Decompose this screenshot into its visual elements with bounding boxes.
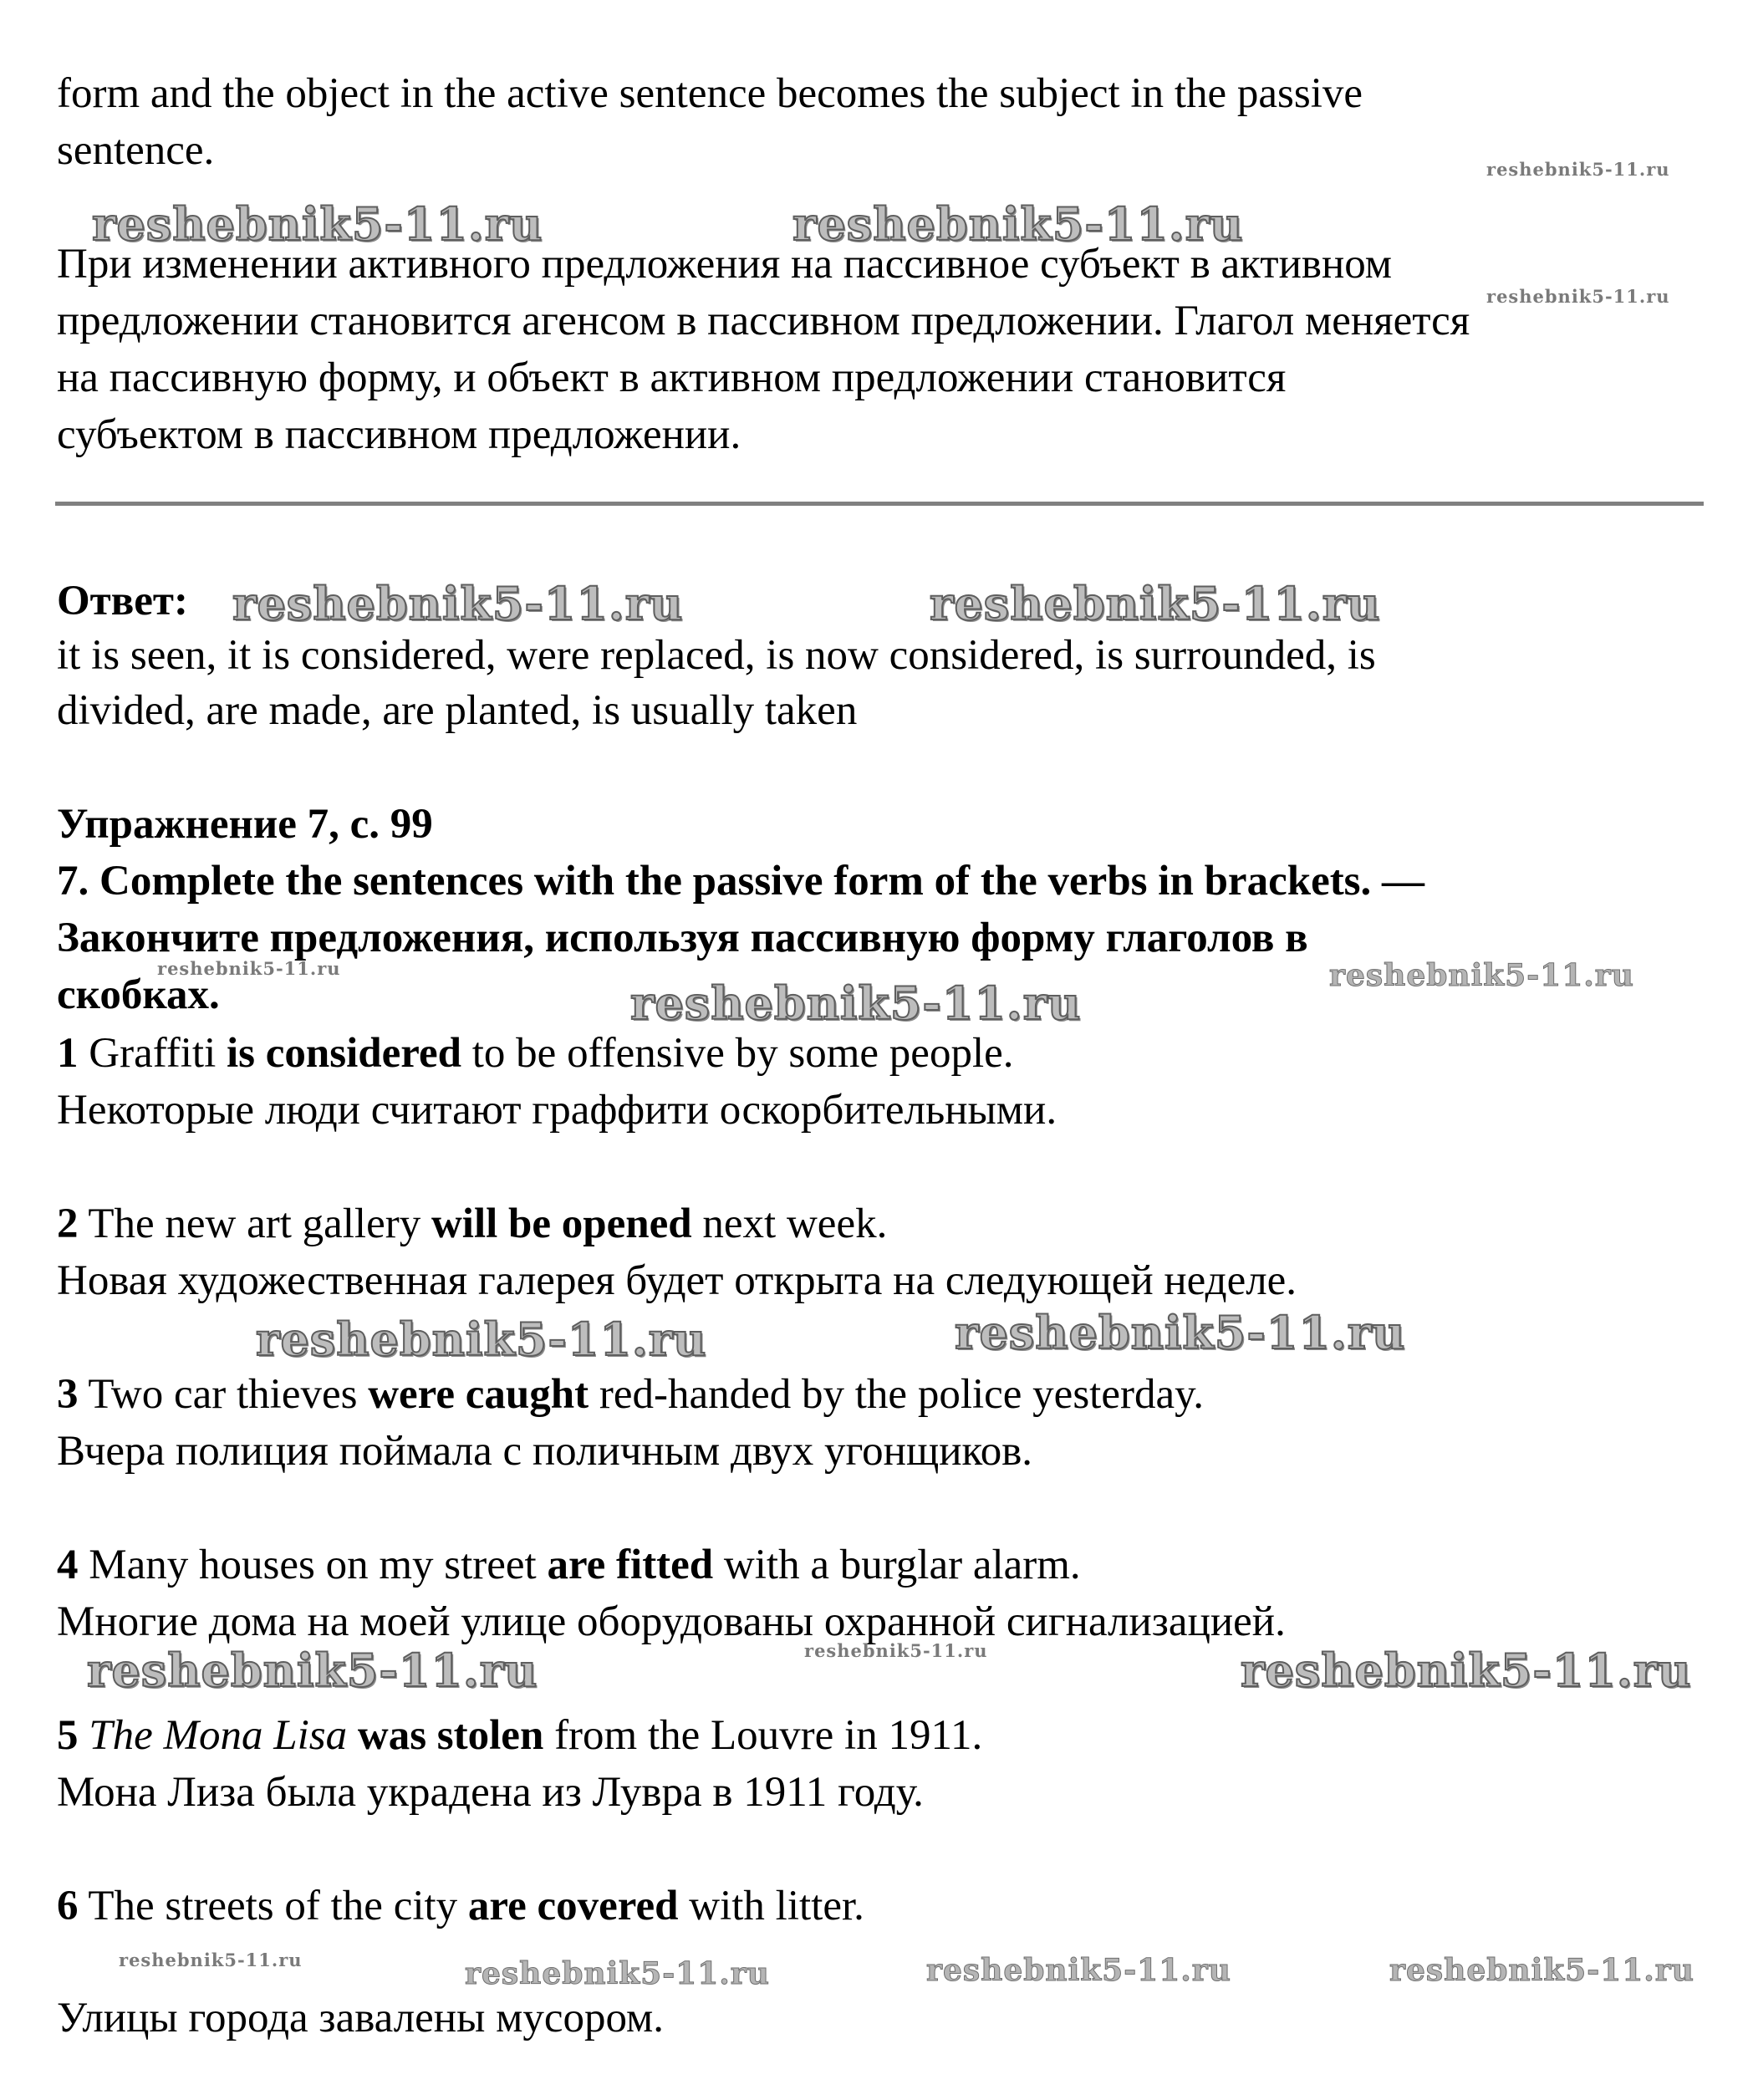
item-4-ru: Многие дома на моей улице оборудованы охранной сигнализацией. — [57, 1598, 1286, 1645]
item-number: 4 — [57, 1542, 79, 1588]
intro-en-line-2: sentence. — [57, 127, 215, 174]
item-italic-title: The Mona Lisa — [89, 1712, 348, 1759]
intro-ru-line-2: предложении становится агенсом в пассивном предложении. Глагол меняется — [57, 298, 1470, 344]
intro-ru-line-4: субъектом в пассивном предложении. — [57, 411, 741, 458]
watermark-logo: reshebnik5-11.ru — [1486, 286, 1670, 307]
watermark-logo: reshebnik5-11.ru — [232, 577, 684, 630]
item-1-ru: Некоторые люди считают граффити оскорбительными. — [57, 1087, 1057, 1134]
item-6-ru: Улицы города завалены мусором. — [57, 1995, 665, 2041]
item-number: 6 — [57, 1883, 79, 1929]
section-divider — [55, 502, 1704, 506]
item-number: 5 — [57, 1712, 79, 1759]
watermark-logo: reshebnik5-11.ru — [955, 1306, 1406, 1359]
item-text: next week. — [691, 1200, 888, 1247]
item-text: Two car thieves — [78, 1371, 369, 1418]
item-text: The new art gallery — [78, 1200, 431, 1247]
intro-en-line-1: form and the object in the active sentence becomes the subject in the passive — [57, 70, 1363, 117]
watermark-logo: reshebnik5-11.ru — [119, 1950, 303, 1970]
intro-ru-line-1: При изменении активного предложения на пассивное субъект в активном — [57, 241, 1393, 288]
item-6-en — [57, 1878, 864, 1934]
item-text: The streets of the city — [78, 1883, 468, 1929]
exercise-heading: Упражнение 7, с. 99 — [57, 801, 433, 848]
watermark-logo: reshebnik5-11.ru — [1329, 958, 1634, 993]
intro-ru-line-3: на пассивную форму, и объект в активном предложении становится — [57, 354, 1287, 401]
item-answer: were caught — [368, 1371, 589, 1418]
item-4-en — [57, 1537, 1081, 1593]
watermark-logo: reshebnik5-11.ru — [630, 976, 1082, 1030]
item-number: 3 — [57, 1371, 79, 1418]
watermark-logo: reshebnik5-11.ru — [87, 1644, 538, 1697]
task-line-2: Закончите предложения, используя пассивную форму глаголов в — [57, 915, 1308, 961]
watermark-logo: reshebnik5-11.ru — [926, 1953, 1231, 1988]
watermark-logo: reshebnik5-11.ru — [804, 1640, 988, 1661]
answer-line-2: divided, are made, are planted, is usually taken — [57, 687, 858, 734]
item-text: Many houses on my street — [78, 1542, 548, 1588]
item-answer: are fitted — [547, 1542, 714, 1588]
item-5-ru: Мона Лиза была украдена из Лувра в 1911 году. — [57, 1769, 924, 1816]
answer-line-1: it is seen, it is considered, were replaced, is now considered, is surrounded, is — [57, 632, 1376, 679]
item-3-en — [57, 1366, 1204, 1423]
item-3-ru: Вчера полиция поймала с поличным двух угонщиков. — [57, 1428, 1033, 1475]
item-text: from the Louvre in 1911. — [543, 1712, 983, 1759]
task-line-1: 7. Complete the sentences with the passive form of the verbs in brackets. — — [57, 858, 1425, 905]
item-2-en — [57, 1195, 887, 1252]
item-text: red-handed by the police yesterday. — [589, 1371, 1205, 1418]
item-1-en — [57, 1025, 1014, 1082]
item-answer: is considered — [227, 1030, 462, 1077]
watermark-logo: reshebnik5-11.ru — [1486, 159, 1670, 180]
task-line-3: скобках. — [57, 971, 220, 1018]
item-text: Graffiti — [78, 1030, 227, 1077]
watermark-logo: reshebnik5-11.ru — [92, 197, 543, 251]
item-text: with a burglar alarm. — [713, 1542, 1081, 1588]
item-text: with litter. — [678, 1883, 864, 1929]
answer-label: Ответ: — [57, 578, 188, 624]
watermark-logo: reshebnik5-11.ru — [157, 958, 341, 979]
item-answer: was stolen — [357, 1712, 544, 1759]
watermark-logo: reshebnik5-11.ru — [1241, 1644, 1692, 1697]
item-number: 1 — [57, 1030, 79, 1077]
watermark-logo: reshebnik5-11.ru — [792, 197, 1244, 251]
watermark-logo: reshebnik5-11.ru — [465, 1956, 770, 1991]
watermark-logo: reshebnik5-11.ru — [1389, 1953, 1694, 1988]
item-answer: will be opened — [431, 1200, 692, 1247]
watermark-logo: reshebnik5-11.ru — [256, 1312, 707, 1366]
item-5-en — [57, 1707, 982, 1764]
item-text — [79, 1712, 89, 1759]
watermark-logo: reshebnik5-11.ru — [930, 577, 1381, 630]
item-2-ru: Новая художественная галерея будет открыта на следующей неделе. — [57, 1257, 1297, 1304]
item-answer: are covered — [467, 1883, 679, 1929]
item-text: to be offensive by some people. — [461, 1030, 1014, 1077]
item-number: 2 — [57, 1200, 79, 1247]
